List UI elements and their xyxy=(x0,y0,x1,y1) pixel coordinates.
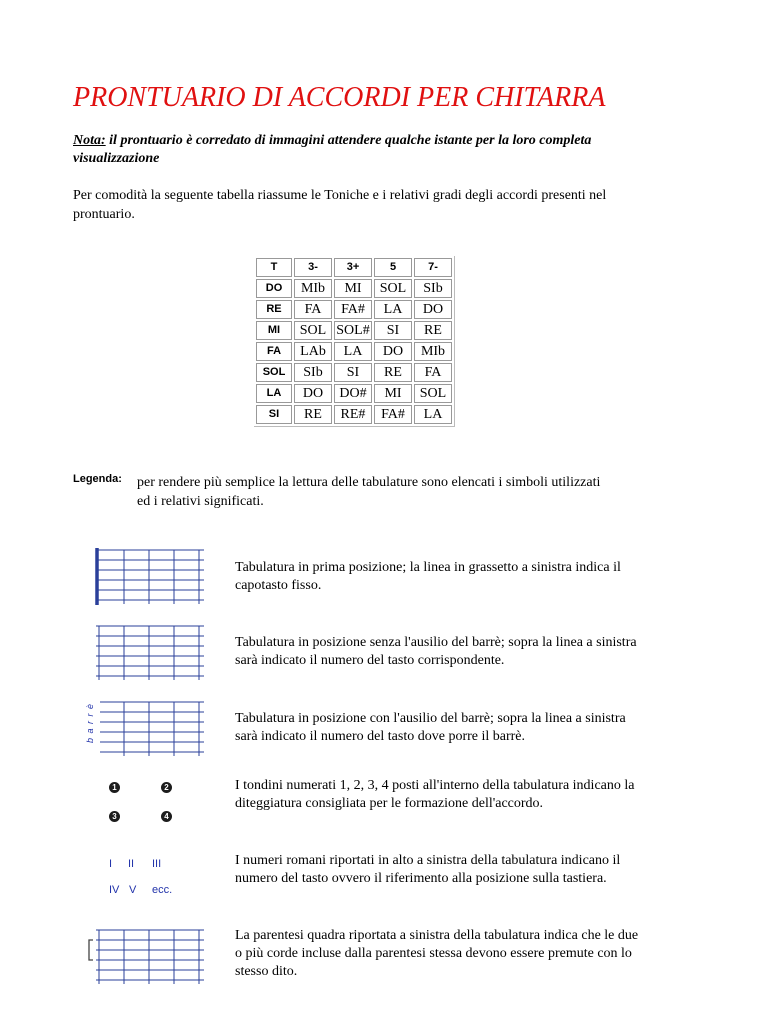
legend-text: per rendere più semplice la lettura delle tabulature sono elencati i simboli utilizzati ed i relativi significati. xyxy=(137,475,601,509)
header-cell: 5 xyxy=(374,258,412,277)
table-cell: MI xyxy=(374,384,412,403)
table-cell: MI xyxy=(334,279,372,298)
barre-label-text: b a r r è xyxy=(85,703,95,744)
table-cell: SOL xyxy=(414,384,452,403)
tonic-cell: DO xyxy=(256,279,292,298)
chord-degree-table xyxy=(254,256,455,427)
table-cell: LAb xyxy=(294,342,332,361)
table-cell: SOL xyxy=(374,279,412,298)
tab-first-position-diagram xyxy=(94,547,206,607)
legend-label: Legenda: xyxy=(73,473,122,485)
table-cell: MIb xyxy=(414,342,452,361)
table-cell: LA xyxy=(414,405,452,424)
table-cell: RE# xyxy=(334,405,372,424)
table-cell: RE xyxy=(374,363,412,382)
table-cell: FA xyxy=(414,363,452,382)
tonic-cell: FA xyxy=(256,342,292,361)
legend-item-finger-numbers: I tondini numerati 1, 2, 3, 4 posti all'interno della tabulatura indicano la diteggiatura consigliata per le formazione dell'accordo. xyxy=(235,778,635,811)
table-cell: SOL xyxy=(294,321,332,340)
tonic-cell: LA xyxy=(256,384,292,403)
header-cell: 3- xyxy=(294,258,332,277)
table-row xyxy=(256,384,452,403)
header-cell: 3+ xyxy=(334,258,372,277)
table-cell: MIb xyxy=(294,279,332,298)
roman-numeral: I xyxy=(109,858,113,870)
tab-bracket-diagram xyxy=(86,927,206,987)
roman-numeral: IV xyxy=(109,884,120,896)
note-text: il prontuario è corredato di immagini attendere qualche istante per la loro completa visualizzazione xyxy=(73,133,592,166)
legend-item-no-barre: Tabulatura in posizione senza l'ausilio del barrè; sopra la linea a sinistra sarà indicato il numero del tasto corrispondente. xyxy=(235,635,637,668)
legend-item-first-position: Tabulatura in prima posizione; la linea in grassetto a sinistra indica il capotasto fisso. xyxy=(235,560,621,593)
intro-paragraph: Per comodità la seguente tabella riassume le Toniche e i relativi gradi degli accordi presenti nel prontuario. xyxy=(73,188,607,222)
table-row xyxy=(256,279,452,298)
table-cell: DO# xyxy=(334,384,372,403)
table-cell: LA xyxy=(374,300,412,319)
table-cell: RE xyxy=(414,321,452,340)
header-cell: T xyxy=(256,258,292,277)
finger-number-icon: 3 xyxy=(109,811,120,822)
table-cell: FA xyxy=(294,300,332,319)
tab-barre-diagram xyxy=(98,699,206,759)
tab-no-barre-diagram xyxy=(94,623,206,683)
tonic-cell: SI xyxy=(256,405,292,424)
tonic-cell: RE xyxy=(256,300,292,319)
table-cell: DO xyxy=(294,384,332,403)
table-cell: FA# xyxy=(334,300,372,319)
table-row xyxy=(256,300,452,319)
table-cell: SIb xyxy=(414,279,452,298)
table-cell: SI xyxy=(374,321,412,340)
table-header-row xyxy=(256,258,452,277)
roman-numeral: ecc. xyxy=(152,884,173,896)
tonic-cell: SOL xyxy=(256,363,292,382)
roman-numeral: III xyxy=(152,858,162,870)
table-cell: DO xyxy=(414,300,452,319)
finger-number-icon: 2 xyxy=(161,782,172,793)
table-row xyxy=(256,342,452,361)
table-cell: SIb xyxy=(294,363,332,382)
finger-number-icon: 4 xyxy=(161,811,172,822)
table-row xyxy=(256,321,452,340)
tonic-cell: MI xyxy=(256,321,292,340)
finger-number-icon: 1 xyxy=(109,782,120,793)
legend-item-bracket: La parentesi quadra riportata a sinistra della tabulatura indica che le due o più corde incluse dalla parentesi stessa devono essere premute con lo stesso dito. xyxy=(235,928,639,979)
roman-numeral: V xyxy=(129,884,137,896)
table-cell: RE xyxy=(294,405,332,424)
table-row xyxy=(256,405,452,424)
legend-item-barre: Tabulatura in posizione con l'ausilio del barrè; sopra la linea a sinistra sarà indicato il numero del tasto dove porre il barrè. xyxy=(235,711,626,744)
table-row xyxy=(256,363,452,382)
note xyxy=(73,132,673,168)
header-cell: 7- xyxy=(414,258,452,277)
legend-item-roman-numerals: I numeri romani riportati in alto a sinistra della tabulatura indicano il numero del tasto ovvero il riferimento alla posizione sulla tastiera. xyxy=(235,853,621,886)
table-cell: DO xyxy=(374,342,412,361)
table-cell: SI xyxy=(334,363,372,382)
table-cell: LA xyxy=(334,342,372,361)
note-label: Nota: xyxy=(73,133,106,148)
roman-numeral: II xyxy=(128,858,135,870)
page-title: PRONTUARIO DI ACCORDI PER CHITARRA xyxy=(73,82,606,113)
table-cell: SOL# xyxy=(334,321,372,340)
table-cell: FA# xyxy=(374,405,412,424)
